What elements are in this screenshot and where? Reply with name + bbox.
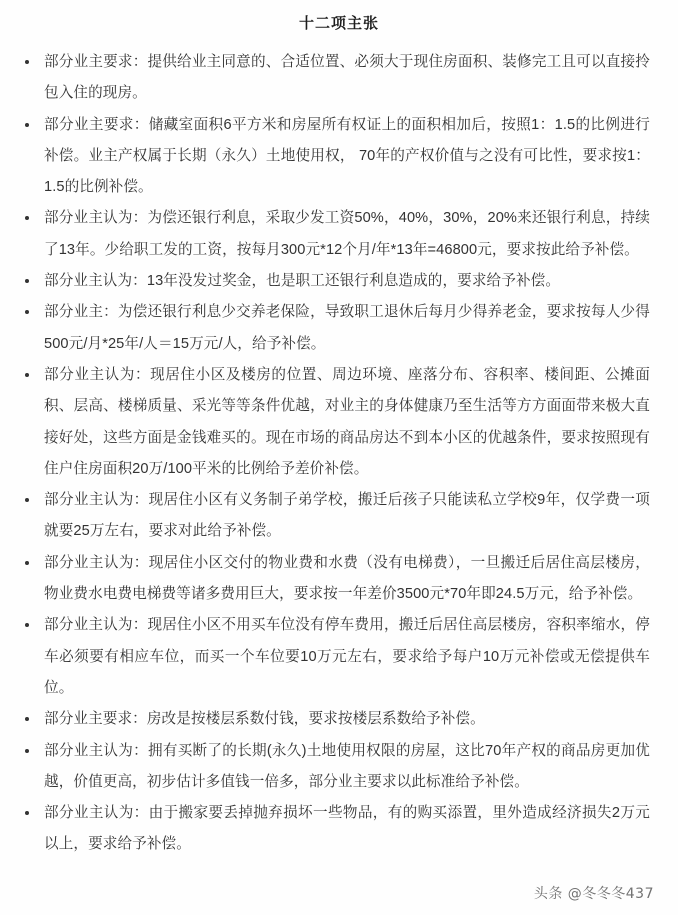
claim-text: 部分业主认为：现居住小区交付的物业费和水费（没有电梯费），一旦搬迁后居住高层楼房，物业费水电费电梯费等诸多费用巨大，要求按一年差价3500元*70年即24.5万元，给予补偿。 [44, 554, 650, 603]
claim-text: 部分业主认为：为偿还银行利息，采取少发工资50%，40%，30%，20%来还银行利息，持续了13年。少给职工发的工资，按每月300元*12个月/年*13年=46800元，要求按此给予补偿。 [44, 210, 650, 258]
claim-text: 部分业主要求：房改是按楼层系数付钱，要求按楼层系数给予补偿。 [44, 711, 485, 728]
page-title: 十二项主张 [298, 15, 379, 32]
list-item [0, 548, 678, 611]
list-item [0, 110, 678, 204]
list-item [0, 47, 678, 110]
list-item [0, 736, 678, 799]
list-item [0, 485, 678, 548]
watermark: 头条 @冬冬冬437 [533, 886, 654, 902]
claim-text: 部分业主认为：现居住小区有义务制子弟学校，搬迁后孩子只能读私立学校9年，仅学费一项就要25万左右，要求对此给予补偿。 [44, 492, 650, 540]
claims-list [0, 47, 678, 861]
claim-text: 部分业主认为：13年没发过奖金，也是职工还银行利息造成的，要求给予补偿。 [44, 273, 561, 290]
claim-text: 部分业主认为：由于搬家要丢掉抛弃损坏一些物品，有的购买添置，里外造成经济损失2万元以上，要求给予补偿。 [44, 805, 650, 853]
claim-text: 部分业主要求：提供给业主同意的、合适位置、必须大于现住房面积、装修完工且可以直接拎包入住的现房。 [44, 54, 650, 102]
claim-text: 部分业主要求：储藏室面积6平方米和房屋所有权证上的面积相加后，按照1：1.5的比例进行补偿。业主产权属于长期（永久）土地使用权， 70年的产权价值与之没有可比性，要求按1：1.5的比例补偿。 [44, 116, 650, 196]
list-item [0, 610, 678, 704]
claim-text: 部分业主：为偿还银行利息少交养老保险，导致职工退休后每月少得养老金，要求按每人少得500元/月*25年/人＝15万元/人，给予补偿。 [44, 304, 650, 352]
list-item [0, 704, 678, 735]
list-item [0, 266, 678, 297]
list-item [0, 203, 678, 266]
claim-text: 部分业主认为：拥有买断了的长期(永久)土地使用权限的房屋，这比70年产权的商品房更加优越，价值更高，初步估计多值钱一倍多，部分业主要求以此标准给予补偿。 [44, 742, 650, 790]
list-item [0, 297, 678, 360]
list-item [0, 360, 678, 485]
claim-text: 部分业主认为：现居住小区及楼房的位置、周边环境、座落分布、容积率、楼间距、公摊面积、层高、楼梯质量、采光等等条件优越，对业主的身体健康乃至生活等方方面面带来极大直接好处，这些方面是金钱难买的。现在市场的商品房达不到本小区的优越条件，要求按照现有住户住房面积20万/100平米的比例给予差价补偿。 [44, 366, 650, 477]
list-item [0, 798, 678, 861]
claim-text: 部分业主认为：现居住小区不用买车位没有停车费用，搬迁后居住高层楼房，容积率缩水，停车必须要有相应车位，而买一个车位要10万元左右，要求给予每户10万元补偿或无偿提供车位。 [44, 617, 650, 696]
